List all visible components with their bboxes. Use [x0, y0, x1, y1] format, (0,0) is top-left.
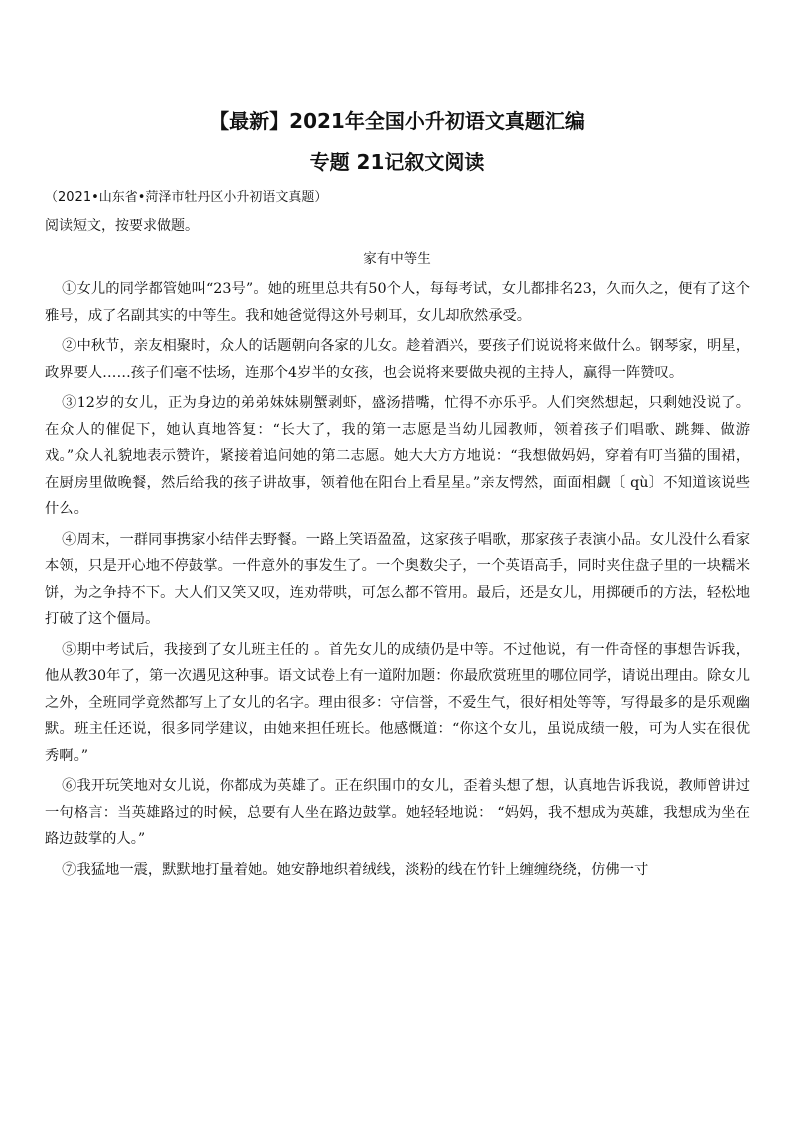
paragraph-1: ①女儿的同学都管她叫“23号”。她的班里总共有50个人，每每考试，女儿都排名23，久而久之，便有了这个雅号，成了名副其实的中等生。我和她爸觉得这外号刺耳，女儿却欣然承受。	[45, 281, 750, 324]
paragraph-7: ⑦我猛地一震，默默地打量着她。她安静地织着绒线，淡粉的线在竹针上缠缠绕绕，仿佛一寸	[62, 861, 649, 878]
paragraph-3: ③12岁的女儿，正为身边的弟弟妹妹剔蟹剥虾，盛汤措嘴，忙得不亦乐乎。人们突然想起，只剩她没说了。在众人的催促下，她认真地答复：“长大了，我的第一志愿是当幼儿园教师，领着孩子们唱歌、跳舞、做游戏。”众人礼貌地表示赞许，紧接着追问她的第二志愿。她大大方方地说：“我想做妈妈，穿着有叮当猫的围裙，在厨房里做晚餐，然后给我的孩子讲故事，领着他在阳台上看星星。”亲友愕然，面面相觑〔 qù〕不知道该说些什么。	[45, 395, 750, 517]
paragraph-5: ⑤期中考试后，我接到了女儿班主任的 。首先女儿的成绩仍是中等。不过他说，有一件奇怪的事想告诉我，他从教30年了，第一次遇见这种事。语文试卷上有一道附加题：你最欣赏班里的哪位同学，请说出理由。除女儿之外，全班同学竟然都写上了女儿的名字。理由很多：守信誉，不爱生气，很好相处等等，写得最多的是乐观幽默。班主任还说，很多同学建议，由她来担任班长。他感慨道：“你这个女儿，虽说成绩一般，可为人实在很优秀啊。”	[45, 641, 750, 764]
paragraph-6: ⑥我开玩笑地对女儿说，你都成为英雄了。正在织围巾的女儿，歪着头想了想，认真地告诉我说，教师曾讲过一句格言：当英雄路过的时候，总要有人坐在路边鼓掌。她轻轻地说： “妈妈，我不想成为英雄，我想成为坐在路边鼓掌的人。”	[45, 778, 750, 847]
document-subtitle: 专题 21记叙文阅读	[309, 150, 485, 174]
instruction-text: 阅读短文，按要求做题。	[45, 218, 199, 234]
article-title: 家有中等生	[363, 251, 431, 267]
source-note: （2021•山东省•菏泽市牡丹区小升初语文真题）	[45, 190, 328, 205]
paragraph-2: ②中秋节，亲友相聚时，众人的话题朝向各家的儿女。趁着酒兴，要孩子们说说将来做什么。钢琴家，明星，政界要人……孩子们毫不怯场，连那个4岁半的女孩，也会说将来要做央视的主持人，赢得一阵赞叹。	[45, 338, 750, 381]
article-body	[45, 276, 750, 887]
document-title: 【最新】2021年全国小升初语文真题汇编	[209, 109, 585, 133]
paragraph-4: ④周末，一群同事携家小结伴去野餐。一路上笑语盈盈，这家孩子唱歌，那家孩子表演小品。女儿没什么看家本领，只是开心地不停鼓掌。一件意外的事发生了。一个奥数尖子，一个英语高手，同时夹住盘子里的一块糯米饼，为之争持不下。大人们又笑又叹，连劝带哄，可怎么都不管用。最后，还是女儿，用掷硬币的方法，轻松地打破了这个僵局。	[45, 531, 750, 627]
